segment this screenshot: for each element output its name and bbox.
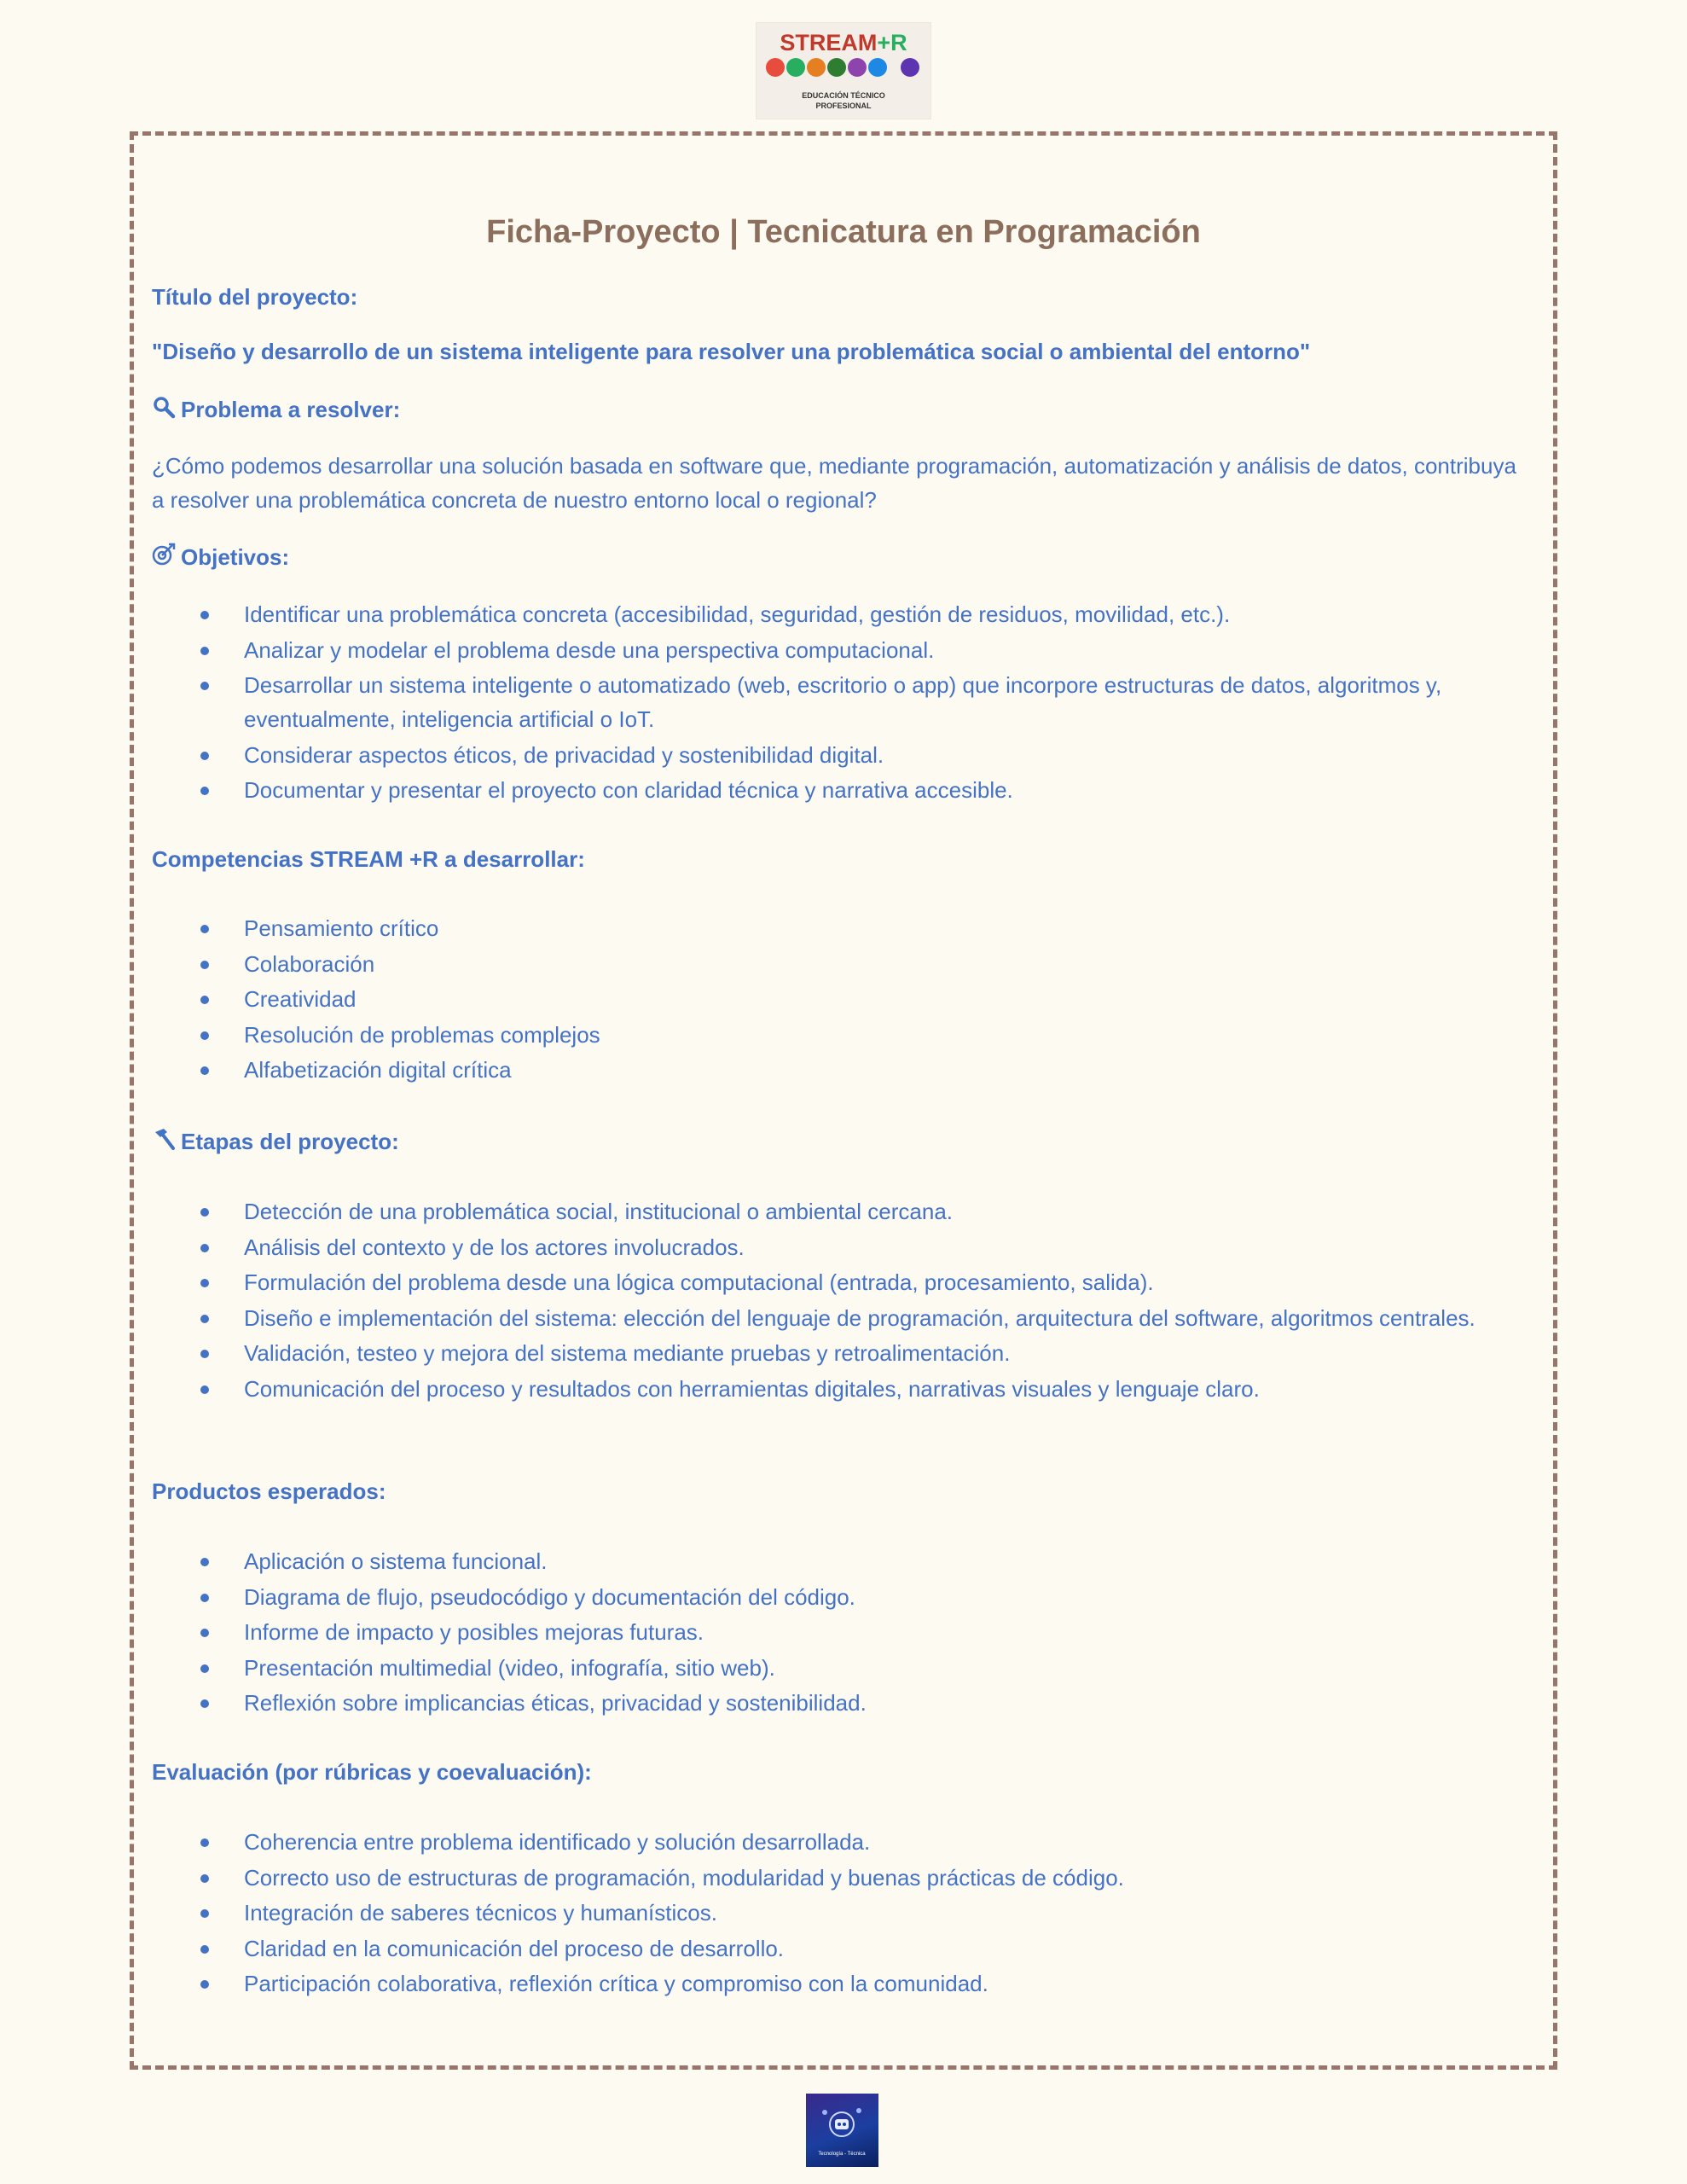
list-item: Comunicación del proceso y resultados con herramientas digitales, narrativas visuales y lenguaje claro.	[152, 1372, 1525, 1406]
problem-heading	[152, 392, 400, 428]
competencies-heading: Competencias STREAM +R a desarrollar:	[152, 846, 585, 872]
page-title: Ficha-Proyecto | Tecnicatura en Programación	[486, 214, 1201, 250]
list-item: Resolución de problemas complejos	[152, 1018, 1525, 1052]
stages-label: Etapas del proyecto:	[181, 1129, 399, 1154]
stream-r-logo	[756, 22, 931, 119]
logo-brand-text: STREAM+R	[780, 30, 907, 55]
list-item: Validación, testeo y mejora del sistema mediante pruebas y retroalimentación.	[152, 1336, 1525, 1370]
footer-logo-text: Tecnología - Técnica	[818, 2152, 866, 2157]
list-item: Creatividad	[152, 982, 1525, 1016]
list-item: Diseño e implementación del sistema: elección del lenguaje de programación, arquitectura del software, algoritmos centrales.	[152, 1301, 1525, 1335]
logo-circles	[766, 58, 919, 77]
list-item: Claridad en la comunicación del proceso de desarrollo.	[152, 1931, 1525, 1966]
list-item: Diagrama de flujo, pseudocódigo y documentación del código.	[152, 1580, 1525, 1614]
problem-label: Problema a resolver:	[181, 397, 401, 422]
project-title-label: Título del proyecto:	[152, 284, 358, 310]
evaluation-heading: Evaluación (por rúbricas y coevaluación):	[152, 1759, 592, 1785]
evaluation-list	[152, 1825, 1525, 2002]
list-item: Aplicación o sistema funcional.	[152, 1544, 1525, 1578]
magnifier-icon	[152, 394, 176, 428]
tecnologia-tecnica-logo	[806, 2094, 878, 2167]
list-item: Participación colaborativa, reflexión crítica y compromiso con la comunidad.	[152, 1966, 1525, 2001]
stages-list	[152, 1194, 1525, 1407]
list-item: Análisis del contexto y de los actores involucrados.	[152, 1230, 1525, 1264]
list-item: Colaboración	[152, 947, 1525, 981]
list-item: Identificar una problemática concreta (accesibilidad, seguridad, gestión de residuos, movilidad, etc.).	[152, 597, 1525, 631]
list-item: Alfabetización digital crítica	[152, 1053, 1525, 1087]
list-item: Informe de impacto y posibles mejoras futuras.	[152, 1615, 1525, 1649]
objectives-list	[152, 597, 1525, 809]
logo-subtitle-1: EDUCACIÓN TÉCNICO	[802, 91, 885, 100]
hammer-icon	[152, 1126, 176, 1160]
list-item: Reflexión sobre implicancias éticas, privacidad y sostenibilidad.	[152, 1686, 1525, 1720]
target-icon	[152, 542, 176, 576]
objectives-label: Objetivos:	[181, 544, 290, 570]
list-item: Considerar aspectos éticos, de privacidad y sostenibilidad digital.	[152, 738, 1525, 772]
logo-subtitle-2: PROFESIONAL	[815, 102, 872, 110]
list-item: Correcto uso de estructuras de programación, modularidad y buenas prácticas de código.	[152, 1861, 1525, 1895]
competencies-list	[152, 911, 1525, 1089]
problem-text: ¿Cómo podemos desarrollar una solución basada en software que, mediante programación, automatización y análisis de datos, contribuya a resolver una problemática concreta de nuestro entorno local o regional?	[152, 453, 1516, 513]
list-item: Documentar y presentar el proyecto con claridad técnica y narrativa accesible.	[152, 773, 1525, 807]
products-heading: Productos esperados:	[152, 1478, 386, 1504]
list-item: Coherencia entre problema identificado y solución desarrollada.	[152, 1825, 1525, 1859]
list-item: Analizar y modelar el problema desde una perspectiva computacional.	[152, 633, 1525, 667]
list-item: Detección de una problemática social, institucional o ambiental cercana.	[152, 1194, 1525, 1228]
list-item: Integración de saberes técnicos y humanísticos.	[152, 1896, 1525, 1930]
stages-heading	[152, 1124, 399, 1160]
list-item: Desarrollar un sistema inteligente o automatizado (web, escritorio o app) que incorpore estructuras de datos, algoritmos y, eventualmente, inteligencia artificial o IoT.	[152, 668, 1525, 736]
project-title: "Diseño y desarrollo de un sistema inteligente para resolver una problemática social o ambiental del entorno"	[152, 339, 1311, 364]
objectives-heading	[152, 540, 289, 576]
list-item: Presentación multimedial (video, infografía, sitio web).	[152, 1651, 1525, 1685]
list-item: Formulación del problema desde una lógica computacional (entrada, procesamiento, salida).	[152, 1265, 1525, 1299]
list-item: Pensamiento crítico	[152, 911, 1525, 945]
products-list	[152, 1544, 1525, 1722]
